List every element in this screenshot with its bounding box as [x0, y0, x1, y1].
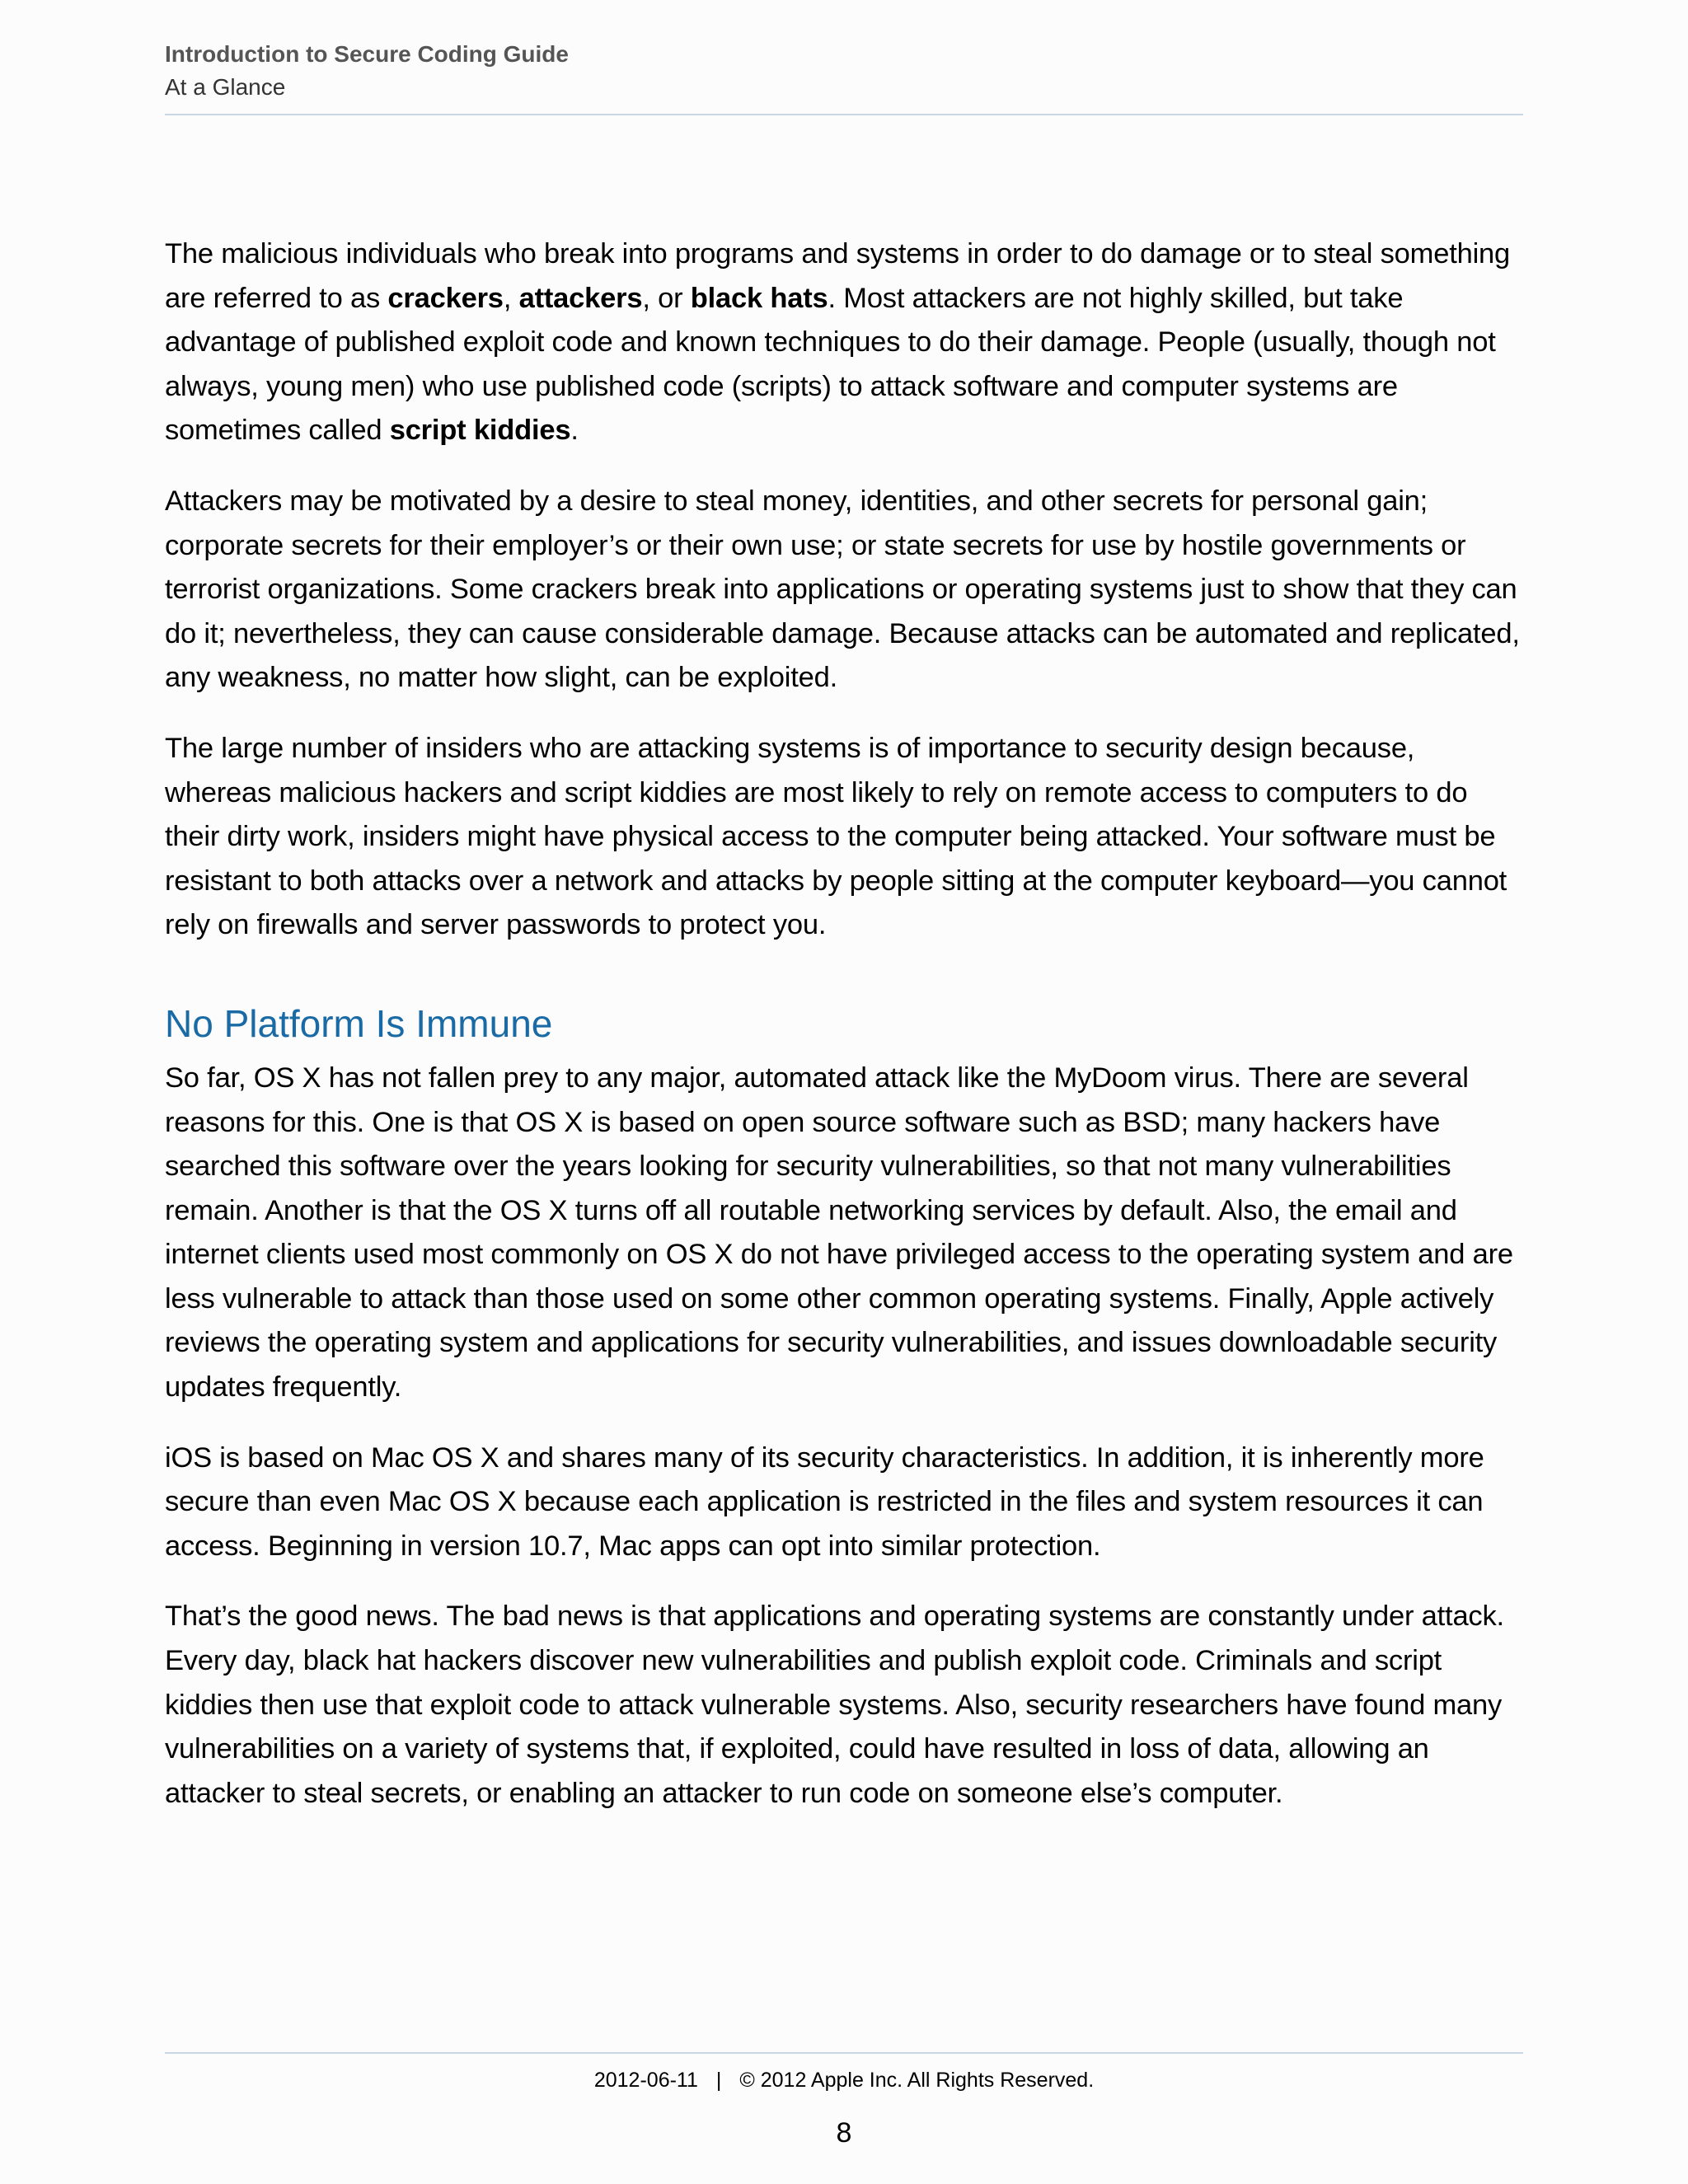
text-run: ,: [503, 282, 519, 314]
chapter-title: At a Glance: [165, 74, 286, 100]
header-divider: [165, 114, 1523, 115]
bold-term: black hats: [690, 282, 828, 314]
text-run: , or: [642, 282, 691, 314]
bold-term: crackers: [387, 282, 504, 314]
text-run: The malicious individuals who break into programs and systems in order to do damage or to steal something are referred to as: [165, 238, 1511, 314]
text-run: .: [570, 415, 579, 447]
bold-term: script kiddies: [389, 415, 571, 447]
main-content: [165, 232, 1525, 1842]
document-title: Introduction to Secure Coding Guide: [165, 41, 569, 67]
section-paragraph-1: So far, OS X has not fallen prey to any major, automated attack like the MyDoom virus. There are several reasons for this. One is that OS X is based on open source software such as BSD; many hackers have searched this software over the years looking for security vulnerabilities, so that not many vulnerabilities remain. Another is that the OS X turns off all routable networking services by default. Also, the email and internet clients used most commonly on OS X do not have privileged access to the operating system and are less vulnerable to attack than those used on some other common operating systems. Finally, Apple actively reviews the operating system and applications for security vulnerabilities, and issues downloadable security updates frequently.: [165, 1062, 1513, 1404]
section-heading: No Platform Is Immune: [165, 1001, 553, 1045]
paragraph-2: [165, 480, 1525, 701]
running-header: [165, 38, 1523, 104]
text-run: The large number of insiders who are attacking systems is of importance to security design because, whereas malicious hackers and script kiddies are most likely to rely on remote access to computers to do their dirty work, insiders might have physical access to the computer being attacked. Your software must be resistant to both attacks over a network and attacks by people sitting at the computer keyboard—you cannot rely on firewalls and server passwords to protect you.: [165, 732, 1507, 941]
paragraph-1: [165, 232, 1525, 453]
text-run: Attackers may be motivated by a desire to steal money, identities, and other secrets for personal gain; corporate secrets for their employer’s or their own use; or state secrets for use by hostile governments or terrorist organizations. Some crackers break into applications or operating systems just to show that they can do it; nevertheless, they can cause considerable damage. Because attacks can be automated and replicated, any weakness, no matter how slight, can be exploited.: [165, 485, 1520, 694]
bold-term: attackers: [518, 282, 643, 314]
footer-copyright: © 2012 Apple Inc. All Rights Reserved.: [739, 2069, 1095, 2092]
section-paragraph-3: That’s the good news. The bad news is that applications and operating systems are constantly under attack. Every day, black hat hackers discover new vulnerabilities and publish exploit code. Criminals and script kiddies then use that exploit code to attack vulnerable systems. Also, security researchers have found many vulnerabilities on a variety of systems that, if exploited, could have resulted in loss of data, allowing an attacker to steal secrets, or enabling an attacker to run code on someone else’s computer.: [165, 1601, 1504, 1809]
section-paragraph-2: iOS is based on Mac OS X and shares many of its security characteristics. In addition, it is inherently more secure than even Mac OS X because each application is restricted in the files and system resources it can access. Beginning in version 10.7, Mac apps can opt into similar protection.: [165, 1441, 1484, 1562]
footer: [0, 2065, 1688, 2095]
paragraph-3: [165, 727, 1525, 948]
text-run: . Most attackers are not highly skilled, but take advantage of published exploit code and known techniques to do their damage. People (usually, though not always, young men) who use published code (scripts) to attack software and computer systems are sometimes called: [165, 282, 1496, 447]
page-number: 8: [836, 2117, 852, 2149]
footer-separator: |: [715, 2069, 722, 2092]
footer-divider: [165, 2052, 1523, 2054]
footer-date: 2012-06-11: [593, 2069, 698, 2092]
